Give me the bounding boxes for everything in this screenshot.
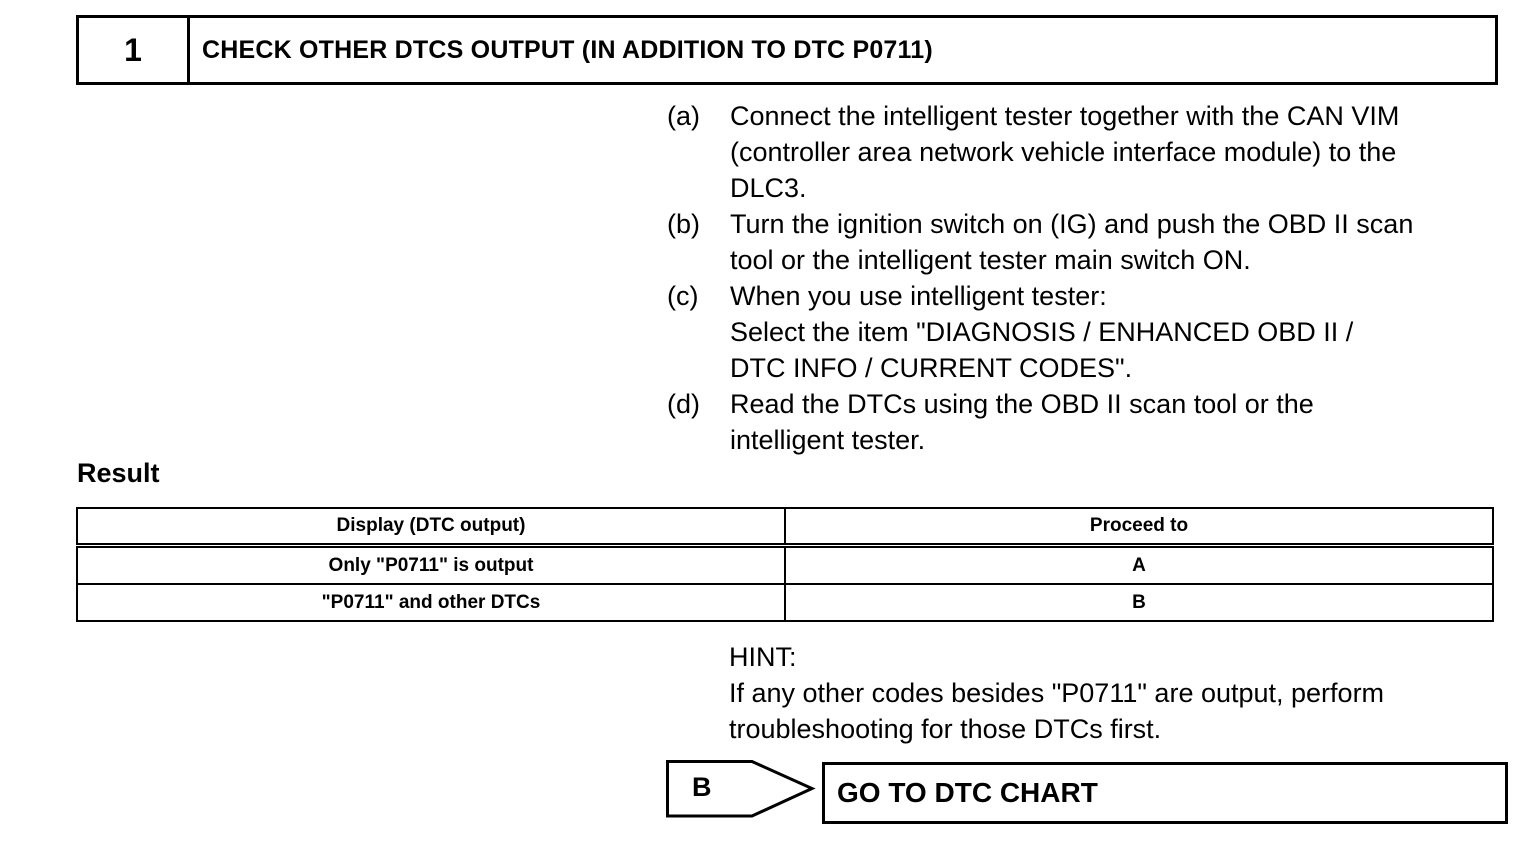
table-cell: "P0711" and other DTCs xyxy=(77,584,785,621)
column-header: Proceed to xyxy=(785,508,1493,546)
instruction-line: (controller area network vehicle interface module) to the xyxy=(730,137,1397,167)
branch-arrow xyxy=(666,760,816,818)
instruction-line: Read the DTCs using the OBD II scan tool or the xyxy=(730,389,1314,419)
instruction-line: Select the item "DIAGNOSIS / ENHANCED OBD II / xyxy=(730,317,1354,347)
instruction-line: Turn the ignition switch on (IG) and push the OBD II scan xyxy=(730,209,1414,239)
hint-title: HINT: xyxy=(729,642,797,672)
hint-block xyxy=(729,639,1509,747)
arrow-shape-icon xyxy=(666,760,816,818)
table-row xyxy=(77,584,1493,621)
table-row xyxy=(77,546,1493,585)
table-cell: A xyxy=(785,546,1493,585)
table-cell: Only "P0711" is output xyxy=(77,546,785,585)
table-cell: B xyxy=(785,584,1493,621)
instruction-line: DLC3. xyxy=(730,173,807,203)
goto-action-box: GO TO DTC CHART xyxy=(822,762,1508,824)
instruction-line: intelligent tester. xyxy=(730,425,926,455)
instruction-item xyxy=(667,98,1497,206)
instruction-label: (a) xyxy=(667,101,700,131)
instruction-line: tool or the intelligent tester main switch ON. xyxy=(730,245,1251,275)
instruction-label: (b) xyxy=(667,209,700,239)
instruction-item xyxy=(667,386,1497,458)
instruction-line: Connect the intelligent tester together with the CAN VIM xyxy=(730,101,1400,131)
column-header: Display (DTC output) xyxy=(77,508,785,546)
instruction-label: (c) xyxy=(667,281,699,311)
table-header-row xyxy=(77,508,1493,546)
result-heading: Result xyxy=(77,458,160,488)
instruction-label: (d) xyxy=(667,389,700,419)
instruction-line: When you use intelligent tester: xyxy=(730,281,1107,311)
result-table xyxy=(76,507,1494,622)
instruction-line: DTC INFO / CURRENT CODES". xyxy=(730,353,1133,383)
instruction-list xyxy=(667,98,1497,458)
branch-letter: B xyxy=(692,772,712,802)
step-header xyxy=(76,15,1498,85)
instruction-item xyxy=(667,278,1497,386)
hint-line: troubleshooting for those DTCs first. xyxy=(729,714,1162,744)
instruction-item xyxy=(667,206,1497,278)
hint-line: If any other codes besides "P0711" are output, perform xyxy=(729,678,1385,708)
step-title: CHECK OTHER DTCS OUTPUT (IN ADDITION TO DTC P0711) xyxy=(202,35,933,64)
step-number: 1 xyxy=(79,18,190,82)
